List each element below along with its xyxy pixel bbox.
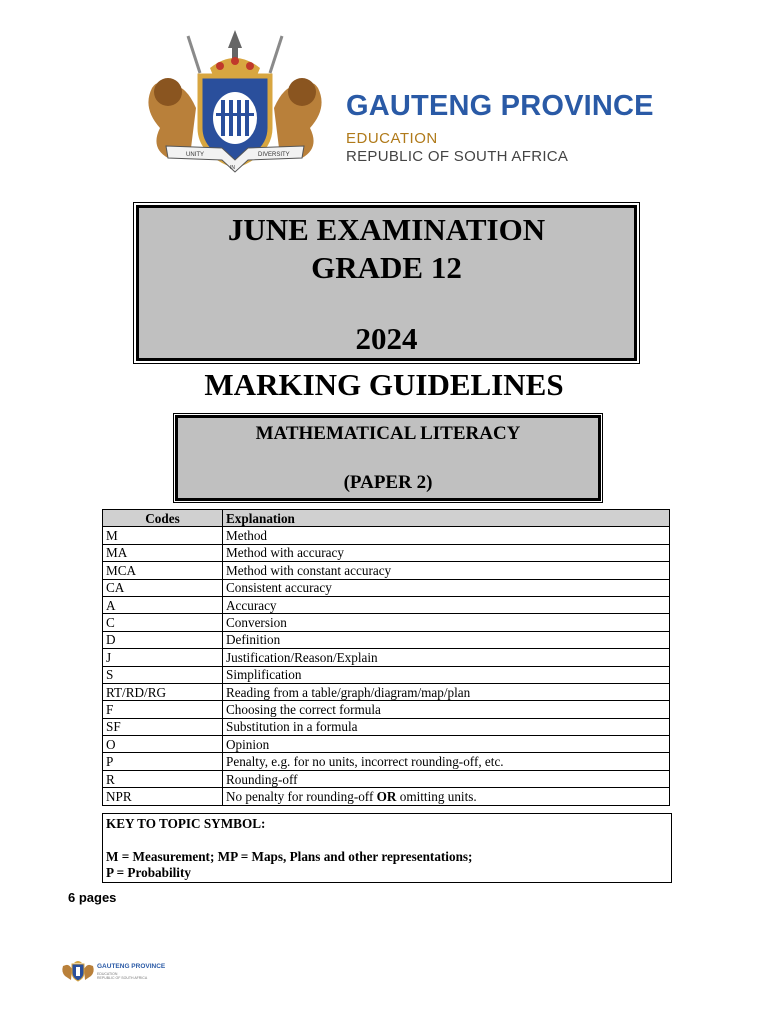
svg-text:UNITY: UNITY bbox=[186, 152, 204, 158]
code-cell: J bbox=[103, 649, 223, 666]
table-row bbox=[103, 544, 670, 561]
explanation-cell: Conversion bbox=[223, 614, 670, 631]
code-cell: RT/RD/RG bbox=[103, 683, 223, 700]
table-row bbox=[103, 770, 670, 787]
page-count: 6 pages bbox=[68, 890, 117, 905]
explanation-cell: Opinion bbox=[223, 736, 670, 753]
code-cell: C bbox=[103, 614, 223, 631]
exam-year: 2024 bbox=[355, 321, 418, 356]
column-header-codes: Codes bbox=[103, 510, 223, 527]
explanation-cell: No penalty for rounding-off OR omitting units. bbox=[223, 788, 670, 805]
code-cell: MA bbox=[103, 544, 223, 561]
code-cell: MCA bbox=[103, 562, 223, 579]
table-row bbox=[103, 631, 670, 648]
exam-title-line1: JUNE EXAMINATION bbox=[227, 212, 546, 247]
explanation-cell: Substitution in a formula bbox=[223, 718, 670, 735]
table-row bbox=[103, 666, 670, 683]
explanation-cell: Method bbox=[223, 527, 670, 544]
org-department: EDUCATION bbox=[346, 130, 438, 147]
svg-text:DIVERSITY: DIVERSITY bbox=[258, 152, 290, 158]
code-cell: S bbox=[103, 666, 223, 683]
table-row bbox=[103, 562, 670, 579]
org-name: GAUTENG PROVINCE bbox=[346, 90, 654, 122]
svg-text:IN: IN bbox=[230, 165, 235, 171]
explanation-cell: Consistent accuracy bbox=[223, 579, 670, 596]
exam-title-box bbox=[136, 205, 637, 361]
table-row bbox=[103, 527, 670, 544]
code-cell: F bbox=[103, 701, 223, 718]
code-cell: A bbox=[103, 596, 223, 613]
column-header-explanation: Explanation bbox=[223, 510, 670, 527]
code-cell: D bbox=[103, 631, 223, 648]
explanation-cell: Justification/Reason/Explain bbox=[223, 649, 670, 666]
code-cell: NPR bbox=[103, 788, 223, 805]
table-row bbox=[103, 683, 670, 700]
table-row bbox=[103, 736, 670, 753]
footer-org-sub: EDUCATION REPUBLIC OF SOUTH AFRICA bbox=[97, 972, 148, 980]
explanation-cell: Method with accuracy bbox=[223, 544, 670, 561]
code-cell: O bbox=[103, 736, 223, 753]
footer-coat-of-arms-icon bbox=[60, 956, 96, 984]
explanation-cell: Accuracy bbox=[223, 596, 670, 613]
code-cell: SF bbox=[103, 718, 223, 735]
table-row bbox=[103, 753, 670, 770]
explanation-cell: Penalty, e.g. for no units, incorrect rounding-off, etc. bbox=[223, 753, 670, 770]
key-heading: KEY TO TOPIC SYMBOL: bbox=[106, 816, 266, 831]
footer-org-name: GAUTENG PROVINCE bbox=[97, 963, 166, 970]
subject-name: MATHEMATICAL LITERACY bbox=[255, 423, 521, 444]
key-line-1: M = Measurement; MP = Maps, Plans and other representations; bbox=[106, 848, 473, 864]
table-row bbox=[103, 788, 670, 805]
code-cell: CA bbox=[103, 579, 223, 596]
coat-of-arms-icon bbox=[130, 28, 340, 178]
exam-grade: GRADE 12 bbox=[311, 250, 462, 285]
key-line-2: P = Probability bbox=[106, 865, 191, 880]
subject-box bbox=[175, 415, 601, 501]
explanation-cell: Definition bbox=[223, 631, 670, 648]
explanation-cell: Method with constant accuracy bbox=[223, 562, 670, 579]
table-row bbox=[103, 701, 670, 718]
marking-guidelines-title: MARKING GUIDELINES bbox=[204, 367, 564, 402]
table-row bbox=[103, 614, 670, 631]
table-row bbox=[103, 718, 670, 735]
table-header-row bbox=[103, 510, 670, 527]
code-cell: M bbox=[103, 527, 223, 544]
explanation-cell: Reading from a table/graph/diagram/map/plan bbox=[223, 683, 670, 700]
table-row bbox=[103, 596, 670, 613]
org-country: REPUBLIC OF SOUTH AFRICA bbox=[346, 148, 569, 165]
code-cell: R bbox=[103, 770, 223, 787]
codes-table bbox=[102, 509, 670, 806]
paper-number: (PAPER 2) bbox=[343, 472, 433, 493]
table-row bbox=[103, 579, 670, 596]
table-row bbox=[103, 649, 670, 666]
explanation-cell: Rounding-off bbox=[223, 770, 670, 787]
explanation-cell: Simplification bbox=[223, 666, 670, 683]
explanation-cell: Choosing the correct formula bbox=[223, 701, 670, 718]
topic-symbol-key bbox=[102, 813, 672, 883]
code-cell: P bbox=[103, 753, 223, 770]
